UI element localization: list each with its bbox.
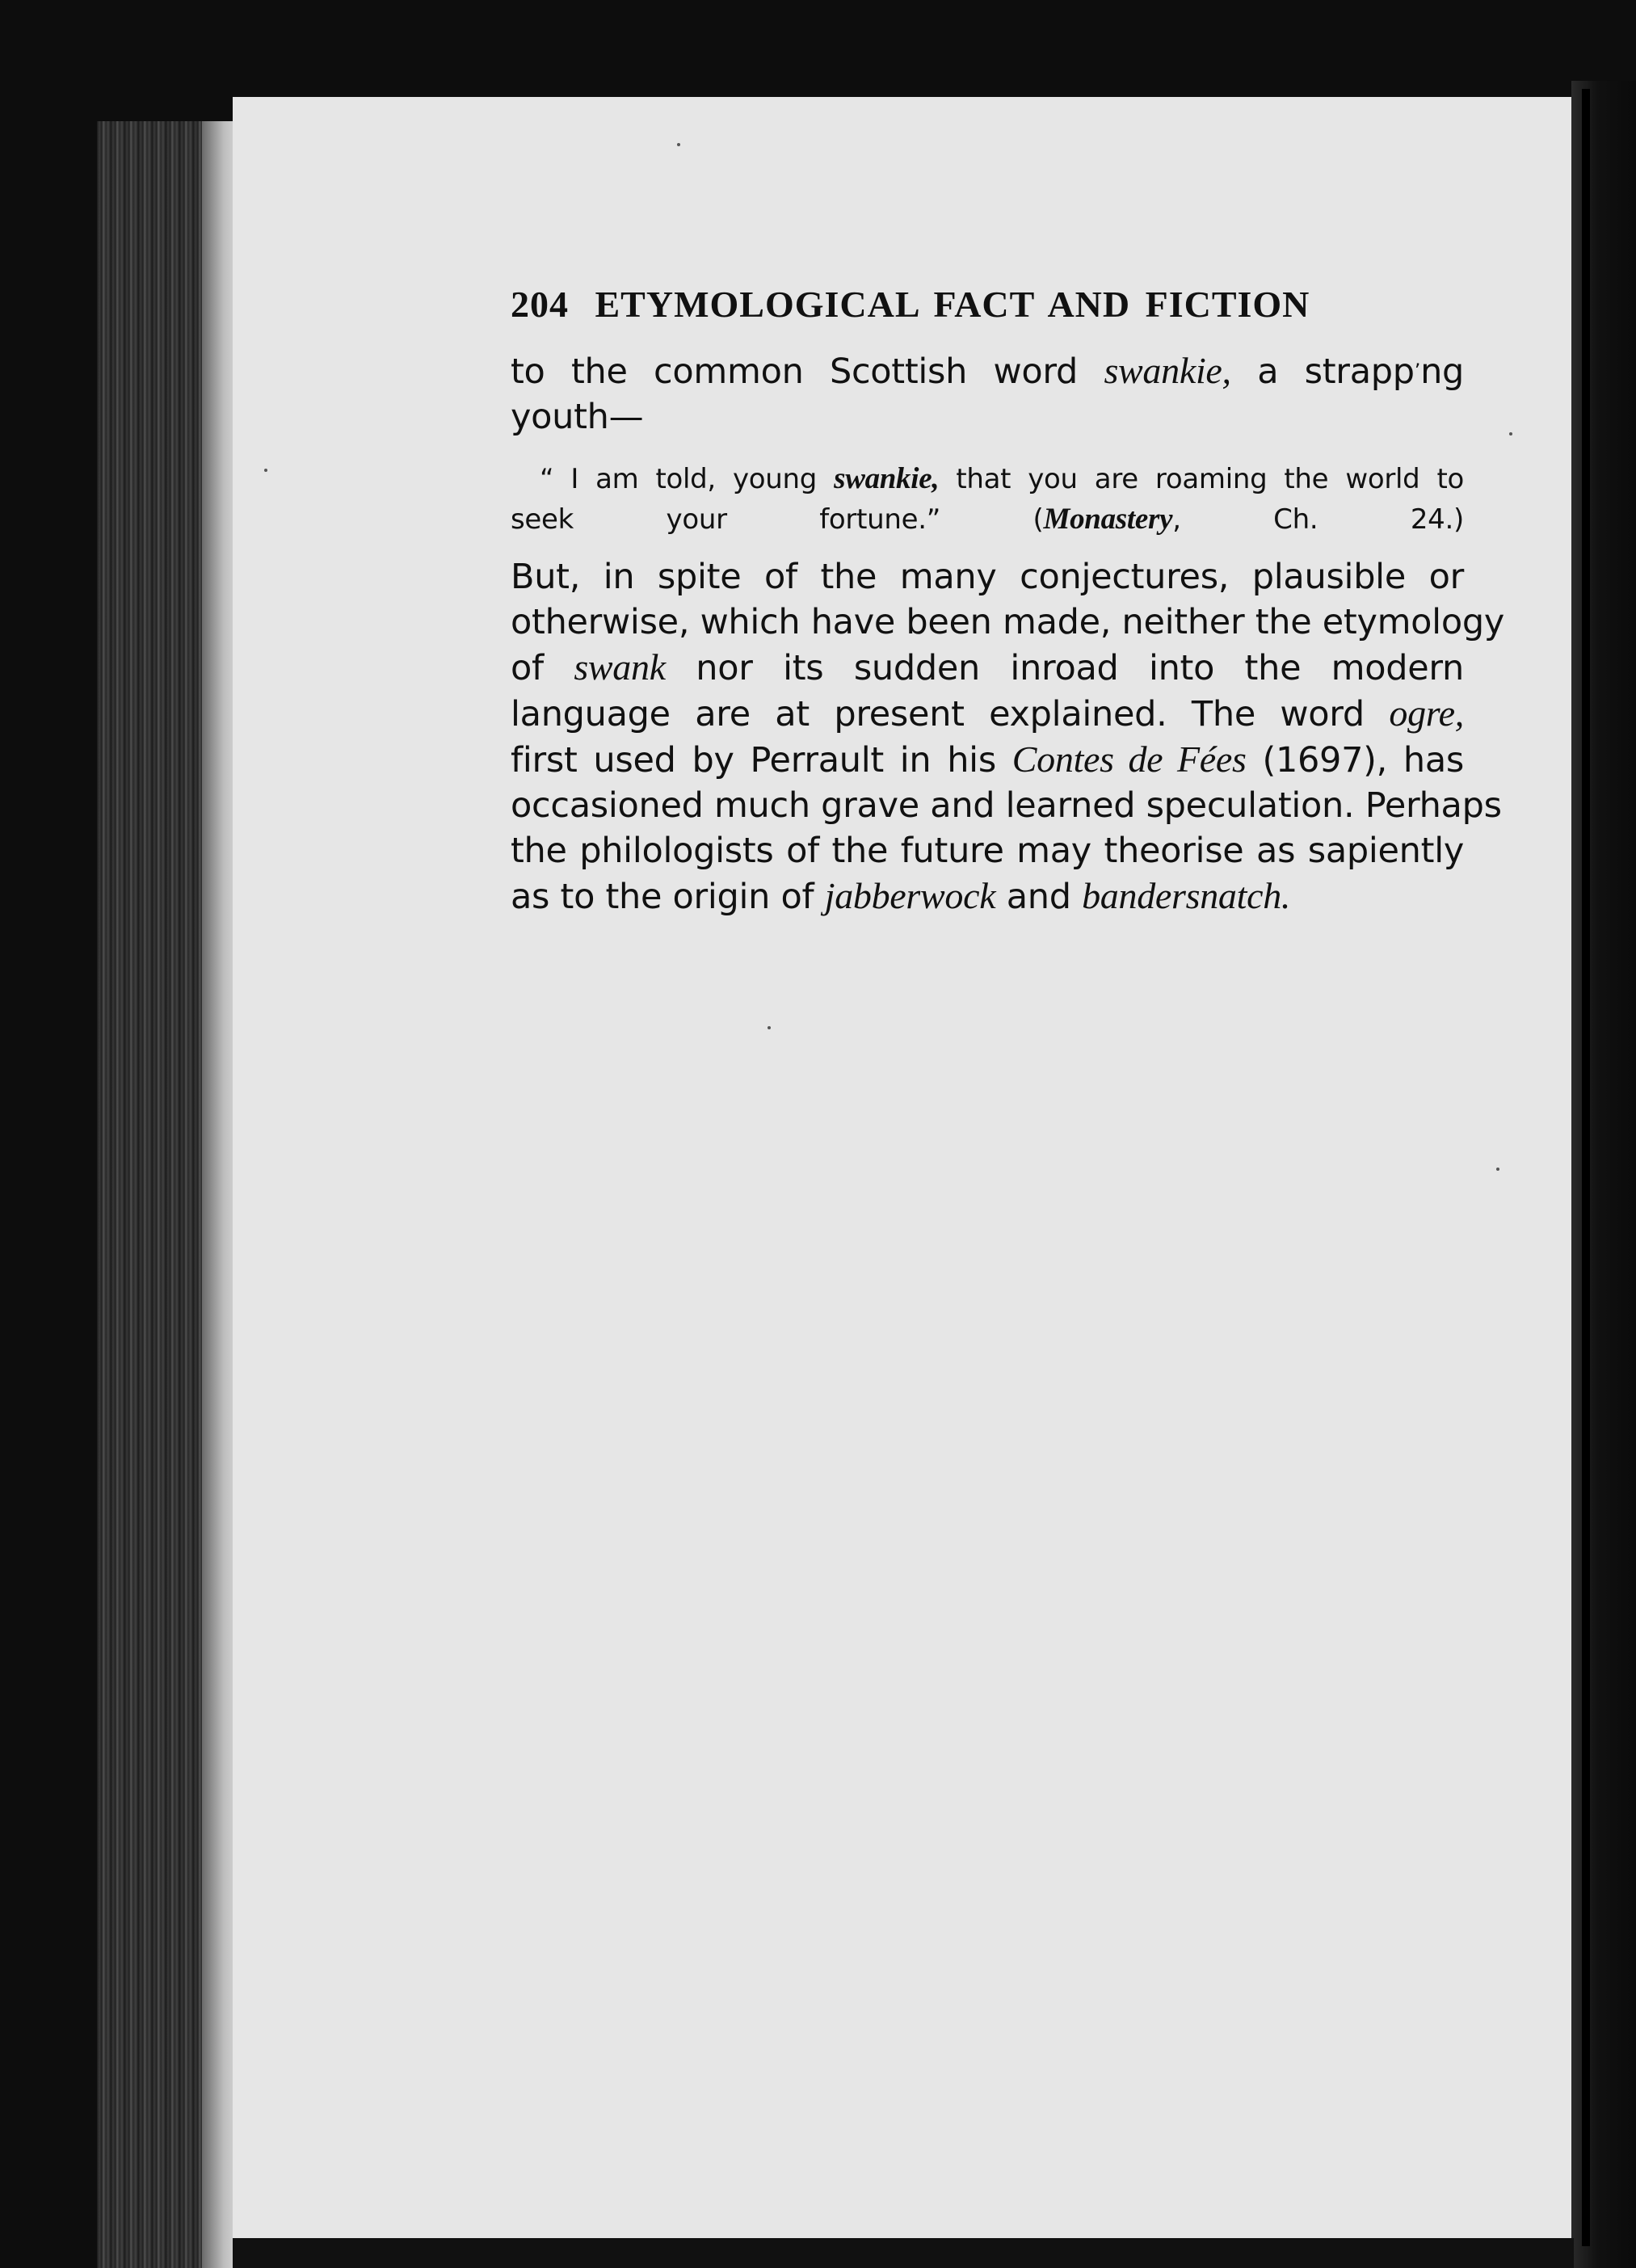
dust-speck	[677, 143, 680, 146]
text-span: “ I am told, young	[540, 463, 818, 495]
block-quote-continuation	[511, 499, 1464, 540]
text-line: the philologists of the future may theorise as sapiently	[511, 831, 1464, 871]
right-page-edge	[1571, 81, 1636, 2268]
text-span: as to the origin of	[511, 877, 814, 917]
italic-title: Contes de Fées	[1011, 738, 1247, 780]
running-title: ETYMOLOGICAL FACT AND FICTION	[595, 284, 1310, 325]
italic-term: jabberwock	[824, 875, 996, 916]
text-span: of	[511, 648, 544, 688]
text-span: ng	[1420, 351, 1465, 392]
text-span: that you are roaming the world to	[956, 463, 1464, 495]
text-line	[511, 873, 1464, 919]
dust-speck	[264, 469, 267, 472]
text-line: to the common Scottish word swankie, a strapp’ng	[511, 350, 1465, 392]
text-line	[511, 737, 1464, 783]
dust-speck	[1509, 432, 1512, 436]
text-line: But, in spite of the many conjectures, plausible or	[511, 557, 1464, 597]
running-head	[511, 279, 1464, 330]
quote-line	[511, 499, 1464, 540]
right-edge-line	[1582, 89, 1590, 2246]
text-span: language are at present explained. The word	[511, 694, 1365, 734]
text-line	[511, 691, 1464, 737]
page-number: 204	[511, 284, 569, 325]
text-line: otherwise, which have been made, neither the etymology	[511, 602, 1504, 642]
italic-term: swank	[574, 646, 666, 688]
text-span: to the common Scottish word	[511, 351, 1079, 392]
text-span: , Ch. 24.)	[1172, 503, 1464, 536]
paragraph-2	[511, 554, 1504, 919]
italic-term: bandersnatch.	[1082, 875, 1291, 916]
dust-speck	[1496, 1168, 1499, 1171]
text-span: (1697), has	[1262, 740, 1464, 781]
text-span: seek your fortune.” (	[511, 503, 1044, 536]
text-span: a strapp	[1257, 351, 1415, 392]
italic-term: ogre,	[1389, 692, 1464, 734]
dust-speck	[768, 1026, 771, 1029]
block-quote	[511, 459, 1464, 499]
italic-term: swankie,	[834, 462, 940, 495]
page-bottom-edge	[233, 2238, 1574, 2268]
text-line: youth—	[511, 397, 644, 437]
page-text	[511, 279, 1504, 919]
italic-term: swankie,	[1104, 350, 1231, 391]
italic-title: Monastery	[1043, 503, 1173, 536]
text-span: and	[1006, 877, 1071, 917]
paragraph-1	[511, 348, 1464, 440]
text-span: first used by Perrault in his	[511, 740, 996, 781]
text-line: occasioned much grave and learned speculation. Perhaps	[511, 785, 1502, 826]
text-span: nor its sudden inroad into the modern	[696, 648, 1464, 688]
quote-line	[540, 459, 1464, 499]
text-line	[511, 645, 1464, 691]
